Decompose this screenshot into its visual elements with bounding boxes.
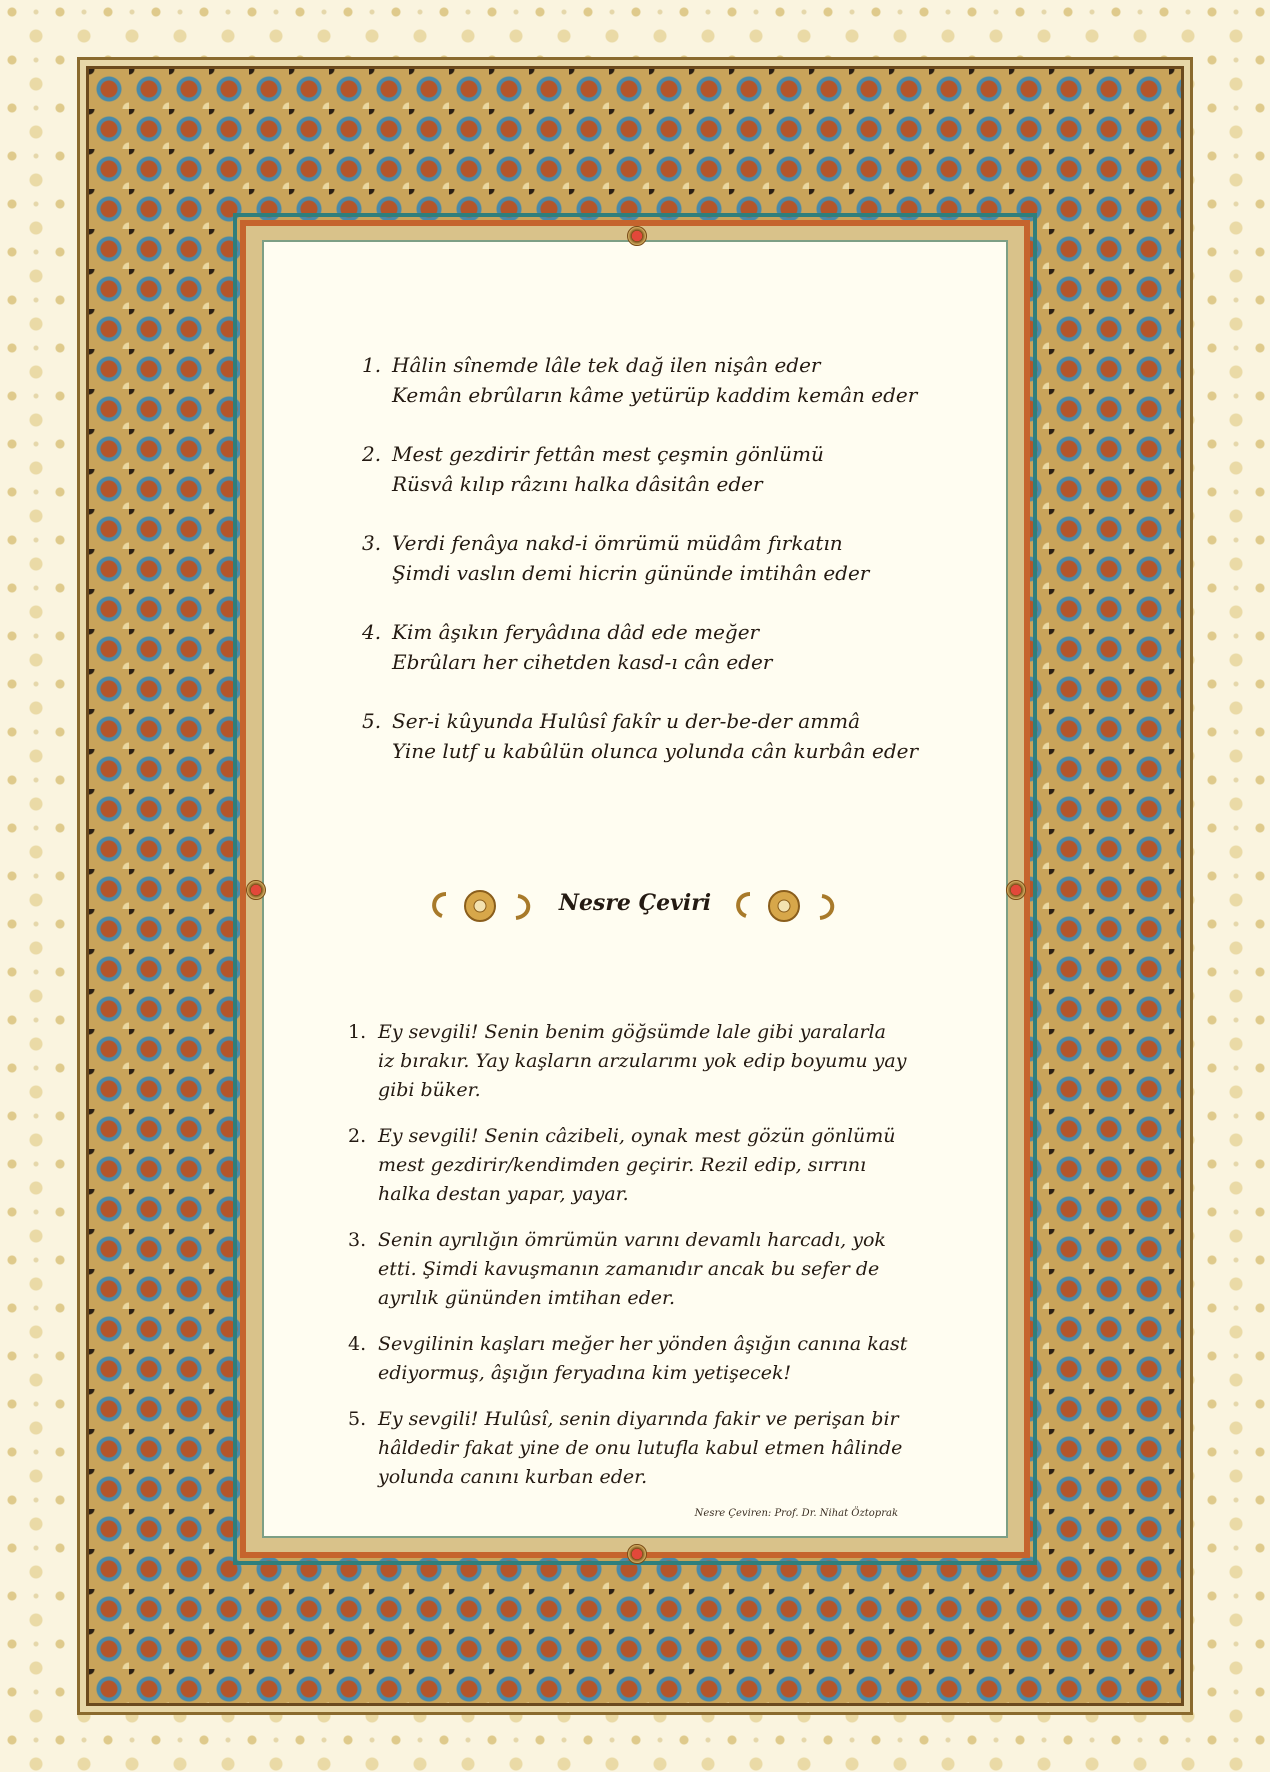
translator-credit: Nesre Çeviren: Prof. Dr. Nihat Öztoprak: [694, 1508, 898, 1519]
page-content: [262, 240, 1008, 1538]
scroll-ornament-right-icon: [732, 886, 840, 926]
prose-text: Ey sevgili! Senin câzibeli, oynak mest gözün gönlümü mest gezdirir/kendimden geçirir. Rezil edip, sırrını halka destan yapar, yayar.: [378, 1125, 896, 1205]
prose-number: 5.: [348, 1408, 367, 1430]
poem-couplet: [362, 350, 922, 410]
couplet-line-1: Mest gezdirir fettân mest çeşmin gönlümü: [392, 442, 824, 466]
couplet-number: 5.: [362, 709, 382, 733]
couplet-line-2: Rüsvâ kılıp râzını halka dâsitân eder: [392, 472, 763, 496]
poem-couplet: [362, 439, 922, 499]
prose-item: [348, 1122, 908, 1209]
frame-ornament-bottom: [627, 1544, 647, 1564]
poem-couplet: [362, 528, 922, 588]
couplet-line-1: Verdi fenâya nakd-i ömrümü müdâm fırkatın: [392, 531, 843, 555]
prose-number: 1.: [348, 1021, 367, 1043]
couplet-line-2: Kemân ebrûların kâme yetürüp kaddim kemân eder: [392, 383, 918, 407]
prose-translation-list: [348, 1018, 908, 1509]
prose-text: Ey sevgili! Hulûsî, senin diyarında fakir ve perişan bir hâldedir fakat yine de onu lutufla kabul etmen hâlinde yolunda canını kurban eder.: [378, 1408, 903, 1488]
prose-number: 4.: [348, 1333, 367, 1355]
couplet-number: 1.: [362, 353, 382, 377]
couplet-line-2: Şimdi vaslın demi hicrin gününde imtihân eder: [392, 561, 870, 585]
prose-text: Sevgilinin kaşları meğer her yönden âşığın canına kast ediyormuş, âşığın feryadına kim yetişecek!: [378, 1333, 908, 1384]
poem-couplet: [362, 617, 922, 677]
section-heading: Nesre Çeviri: [558, 890, 712, 916]
prose-text: Ey sevgili! Senin benim göğsümde lale gibi yaralarla iz bırakır. Yay kaşların arzularımı yok edip boyumu yay gibi büker.: [378, 1021, 907, 1101]
couplet-line-2: Yine lutf u kabûlün olunca yolunda cân kurbân eder: [392, 739, 919, 763]
poem-list: [362, 350, 922, 795]
prose-text: Senin ayrılığın ömrümün varını devamlı harcadı, yok etti. Şimdi kavuşmanın zamanıdır ancak bu sefer de ayrılık gününden imtihan eder.: [378, 1229, 886, 1309]
section-heading-row: [262, 880, 1008, 930]
couplet-line-1: Hâlin sînemde lâle tek dağ ilen nişân eder: [392, 353, 821, 377]
prose-item: [348, 1018, 908, 1105]
poem-couplet: [362, 706, 922, 766]
couplet-line-2: Ebrûları her cihetden kasd-ı cân eder: [392, 650, 773, 674]
couplet-number: 3.: [362, 531, 382, 555]
frame-ornament-right: [1006, 880, 1026, 900]
prose-item: [348, 1330, 908, 1388]
couplet-number: 2.: [362, 442, 382, 466]
prose-item: [348, 1405, 908, 1492]
prose-number: 3.: [348, 1229, 367, 1251]
couplet-number: 4.: [362, 620, 382, 644]
couplet-line-1: Kim âşıkın feryâdına dâd ede meğer: [392, 620, 760, 644]
prose-number: 2.: [348, 1125, 367, 1147]
prose-item: [348, 1226, 908, 1313]
couplet-line-1: Ser-i kûyunda Hulûsî fakîr u der-be-der ammâ: [392, 709, 861, 733]
